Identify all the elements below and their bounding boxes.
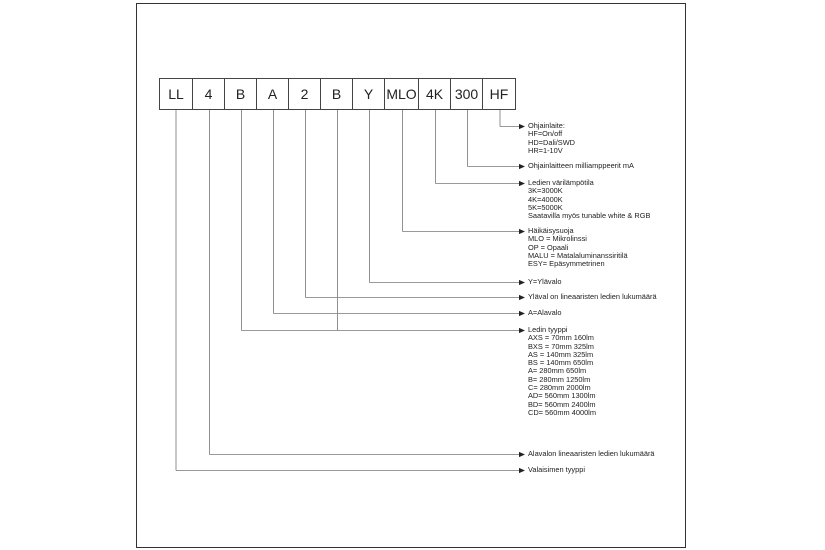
description-title: Valaisimen tyyppi [528,465,585,474]
description-title: Ohjainlaitteen milliamppeerit mA [528,161,634,170]
description-block [528,293,657,301]
description-title: Häikäisysuoja [528,226,574,235]
description-line: HR=1-10V [528,145,563,155]
code-box-down-led-count: 4 [192,78,225,110]
description-line: B= 280mm 1250lm [528,374,591,384]
description-block [528,326,596,417]
description-line: HF=On/off [528,129,563,139]
description-title: Y=Ylävalo [528,277,562,286]
description-block [528,179,650,220]
description-line: AXS = 70mm 160lm [528,333,594,343]
description-line: AS = 140mm 325lm [528,349,594,359]
description-block [528,450,655,458]
code-box-up-light: Y [352,78,385,110]
description-line: ESY= Epäsymmetrinen [528,259,605,269]
code-box-driver: HF [482,78,516,110]
description-line: BS = 140mm 650lm [528,358,594,368]
code-box-driver-current: 300 [450,78,483,110]
description-block [528,466,585,474]
description-line: 3K=3000K [528,186,563,196]
description-line: MLO = Mikrolinssi [528,234,587,244]
description-title: Ledin tyyppi [528,325,568,334]
description-block [528,162,634,170]
description-line: A= 280mm 650lm [528,366,587,376]
description-title: A=Alavalo [528,308,562,317]
description-title: Ledien värilämpötila [528,178,594,187]
description-line: OP = Opaali [528,242,569,252]
description-title: Yläval on lineaaristen ledien lukumäärä [528,292,657,301]
description-line: BD= 560mm 2400lm [528,399,596,409]
description-line: C= 280mm 2000lm [528,383,591,393]
description-title: Ohjainlaite: [528,121,565,130]
code-box-glare-shield: MLO [384,78,419,110]
code-box-color-temperature: 4K [418,78,451,110]
description-line: BXS = 70mm 325lm [528,341,594,351]
description-line: AD= 560mm 1300lm [528,391,596,401]
description-block [528,227,628,268]
description-line: 4K=4000K [528,194,563,204]
description-line: MALU = Matalaluminanssiritilä [528,250,628,260]
code-box-led-type: B [224,78,257,110]
code-box-up-led-count: 2 [288,78,321,110]
code-box-led-type-up: B [320,78,353,110]
description-block [528,309,562,317]
description-title: Alavalon lineaaristen ledien lukumäärä [528,449,655,458]
description-block [528,122,575,155]
description-line: 5K=5000K [528,202,563,212]
product-code-row [159,78,516,110]
description-line: CD= 560mm 4000lm [528,407,596,417]
description-line: Saatavilla myös tunable white & RGB [528,211,651,221]
description-line: HD=Dali/SWD [528,137,576,147]
code-box-down-light: A [256,78,289,110]
description-block [528,278,562,286]
code-box-luminaire-type: LL [159,78,193,110]
